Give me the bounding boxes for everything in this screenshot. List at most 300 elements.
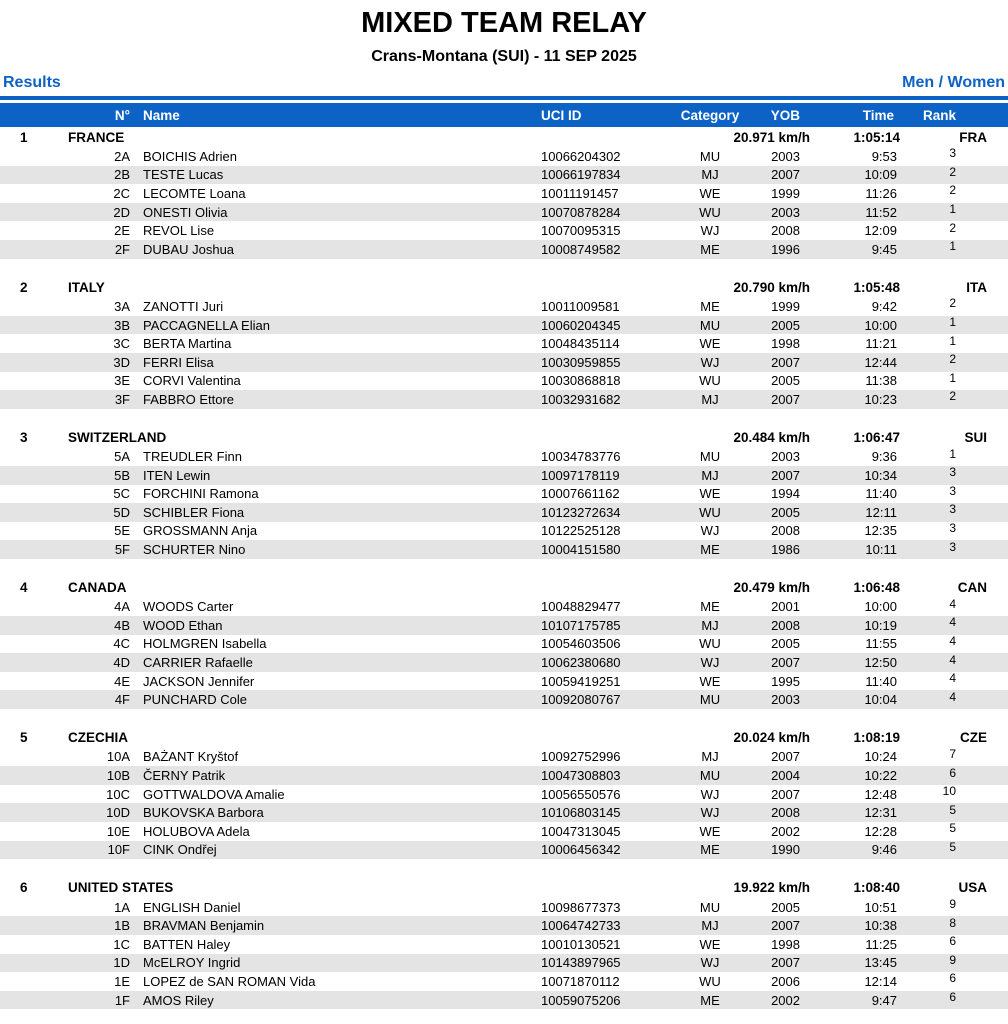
rider-uci-id: 10008749582 — [535, 240, 660, 259]
rider-leg-rank-value: 10 — [942, 784, 956, 799]
rider-uci-id: 10030868818 — [541, 373, 621, 389]
rider-yob: 2008 — [771, 523, 800, 539]
rider-category: ME — [660, 991, 760, 1010]
rider-bib-number: 4E — [114, 673, 130, 689]
rider-gutter-cell — [0, 597, 42, 616]
rider-gutter-cell — [0, 390, 42, 409]
rider-leg-rank-value: 1 — [949, 239, 956, 254]
rider-leg-time: 13:45 — [810, 954, 900, 973]
spacer-cell — [0, 409, 1008, 428]
rider-leg-time: 10:51 — [864, 899, 897, 915]
col-header-category: Category — [660, 103, 760, 127]
rider-category: ME — [700, 599, 720, 615]
rider-gutter-cell — [0, 916, 42, 935]
rider-category: WE — [699, 486, 721, 502]
rider-noc-cell — [960, 522, 1008, 541]
team-name: ITALY — [68, 279, 105, 295]
rider-category: ME — [660, 841, 760, 860]
rider-uci-id: 10056550576 — [541, 786, 621, 802]
rider-bib-number: 4D — [42, 653, 133, 672]
rider-category: WU — [699, 636, 721, 652]
rider-bib-number: 3F — [42, 390, 133, 409]
rider-yob: 1998 — [771, 336, 800, 352]
rider-leg-rank — [900, 748, 960, 767]
rider-leg-time: 11:40 — [865, 673, 897, 689]
rider-name: GOTTWALDOVA Amalie — [143, 786, 285, 802]
rider-gutter-cell — [0, 540, 42, 559]
link-bar — [0, 74, 1008, 92]
rider-name: PACCAGNELLA Elian — [133, 316, 535, 335]
team-avg-speed: 20.484 km/h — [733, 429, 810, 445]
rider-uci-id: 10097178119 — [535, 466, 660, 485]
rider-noc-cell — [960, 803, 1008, 822]
rider-uci-id: 10010130521 — [541, 936, 621, 952]
rider-leg-rank — [900, 297, 960, 316]
rider-gutter-cell — [0, 635, 42, 654]
rider-leg-rank-value: 2 — [949, 184, 956, 198]
rider-gutter-cell — [0, 184, 42, 203]
rider-uci-id: 10006456342 — [535, 841, 660, 860]
team-noc-code: ITA — [966, 279, 987, 295]
rider-leg-time: 12:28 — [864, 823, 897, 839]
spacer-cell — [0, 709, 1008, 728]
rider-noc-cell — [960, 221, 1008, 240]
rider-leg-rank-value: 1 — [949, 315, 956, 330]
team-noc-code: SUI — [964, 429, 987, 445]
rider-leg-time: 10:00 — [864, 599, 897, 615]
spacer-row — [0, 409, 1008, 428]
rider-gutter-cell — [0, 822, 42, 841]
rider-leg-time: 10:34 — [810, 466, 900, 485]
rider-yob: 2008 — [760, 616, 810, 635]
men-women-link[interactable]: Men / Women — [902, 74, 1005, 91]
rider-leg-rank-value: 2 — [949, 221, 956, 235]
rider-category: MU — [660, 766, 760, 785]
rider-yob: 1998 — [771, 936, 800, 952]
rider-leg-rank-value: 5 — [949, 822, 956, 836]
col-header-gutter — [0, 103, 42, 127]
rider-bib-number: 5D — [42, 503, 133, 522]
rider-gutter-cell — [0, 672, 42, 691]
spacer-cell — [0, 259, 1008, 278]
rider-bib-number: 1B — [42, 916, 133, 935]
rider-yob: 2003 — [760, 203, 810, 222]
rider-leg-rank-value: 7 — [949, 747, 956, 761]
rider-leg-rank — [900, 147, 960, 166]
rider-bib-number: 2C — [113, 185, 130, 201]
rider-uci-id: 10092752996 — [541, 749, 621, 765]
rider-category: WJ — [700, 223, 720, 239]
rider-leg-rank — [900, 522, 960, 541]
rider-uci-id: 10098677373 — [541, 899, 621, 915]
rider-bib-number: 1A — [114, 899, 130, 915]
rider-uci-id: 10011191457 — [541, 185, 619, 201]
rider-leg-time: 11:26 — [865, 185, 897, 201]
rider-uci-id: 10066197834 — [535, 166, 660, 185]
rider-row — [0, 221, 1008, 240]
rider-gutter-cell — [0, 972, 42, 991]
rider-row — [0, 447, 1008, 466]
rider-name: WOOD Ethan — [133, 616, 535, 635]
rider-leg-rank-value: 8 — [949, 916, 956, 930]
rider-noc-cell — [960, 447, 1008, 466]
rider-category: WE — [699, 936, 721, 952]
rider-category: MU — [660, 316, 760, 335]
spacer-row — [0, 559, 1008, 578]
rider-name: TREUDLER Finn — [143, 449, 242, 465]
rider-leg-rank-value: 4 — [949, 597, 956, 611]
rider-leg-rank-value: 3 — [949, 147, 956, 161]
rider-bib-number: 2E — [114, 223, 130, 239]
team-rank: 5 — [20, 730, 28, 746]
rider-leg-rank — [900, 935, 960, 954]
rider-gutter-cell — [0, 522, 42, 541]
rider-row — [0, 748, 1008, 767]
rider-gutter-cell — [0, 803, 42, 822]
rider-leg-rank-value: 6 — [949, 766, 956, 780]
rider-gutter-cell — [0, 991, 42, 1010]
rider-leg-time: 12:11 — [810, 503, 900, 522]
rider-leg-rank — [900, 240, 960, 259]
rider-row — [0, 297, 1008, 316]
col-header-time: Time — [810, 103, 900, 127]
rider-yob: 2005 — [771, 636, 800, 652]
team-noc-code: USA — [958, 880, 987, 896]
rider-name: ČERNY Patrik — [133, 766, 535, 785]
rider-uci-id: 10060204345 — [535, 316, 660, 335]
rider-noc-cell — [960, 841, 1008, 860]
rider-leg-time: 9:47 — [810, 991, 900, 1010]
results-link[interactable]: Results — [3, 74, 61, 91]
rider-bib-number: 2B — [42, 166, 133, 185]
rider-category: MU — [660, 690, 760, 709]
rider-category: WJ — [700, 786, 720, 802]
rider-row — [0, 540, 1008, 559]
rider-row — [0, 690, 1008, 709]
rider-row — [0, 353, 1008, 372]
rider-leg-rank — [900, 203, 960, 222]
rider-noc-cell — [960, 353, 1008, 372]
rider-yob: 2007 — [771, 786, 800, 802]
team-name: CANADA — [68, 579, 127, 595]
rider-uci-id: 10092080767 — [535, 690, 660, 709]
rider-row — [0, 147, 1008, 166]
rider-noc-cell — [960, 616, 1008, 635]
rider-uci-id: 10047308803 — [535, 766, 660, 785]
rider-category: WE — [699, 823, 721, 839]
rider-bib-number: 10E — [106, 823, 130, 839]
rider-uci-id: 10123272634 — [535, 503, 660, 522]
team-rank: 1 — [20, 129, 28, 145]
rider-yob: 1996 — [760, 240, 810, 259]
rider-yob: 2007 — [760, 653, 810, 672]
rider-yob: 1995 — [771, 673, 800, 689]
rider-category: MJ — [701, 749, 719, 765]
rider-noc-cell — [960, 748, 1008, 767]
rider-row — [0, 841, 1008, 860]
rider-uci-id: 10034783776 — [541, 449, 621, 465]
rider-yob: 1999 — [771, 185, 800, 201]
rider-category: WJ — [660, 954, 760, 973]
rider-leg-time: 10:24 — [864, 749, 897, 765]
rider-leg-rank-value: 5 — [949, 840, 956, 854]
rider-category: MJ — [660, 466, 760, 485]
rider-yob: 1990 — [760, 841, 810, 860]
rider-bib-number: 3D — [42, 353, 133, 372]
rider-leg-rank-value: 9 — [949, 897, 956, 912]
rider-leg-rank — [900, 221, 960, 240]
rider-name: CARRIER Rafaelle — [133, 653, 535, 672]
rider-leg-rank-value: 5 — [949, 803, 956, 817]
rider-noc-cell — [960, 390, 1008, 409]
rider-noc-cell — [960, 935, 1008, 954]
rider-bib-number: 1C — [113, 936, 130, 952]
rider-category: WU — [660, 503, 760, 522]
rider-gutter-cell — [0, 147, 42, 166]
rider-leg-time: 12:48 — [864, 786, 897, 802]
rider-row — [0, 334, 1008, 353]
rider-leg-rank-value: 4 — [949, 690, 956, 704]
rider-name: BOICHIS Adrien — [143, 148, 237, 164]
results-table-body — [0, 127, 1008, 1009]
rider-bib-number: 5B — [42, 466, 133, 485]
rider-category: MU — [699, 899, 721, 915]
team-rank: 2 — [20, 279, 28, 295]
rider-uci-id: 10071870112 — [541, 973, 620, 989]
rider-leg-rank — [900, 447, 960, 466]
rider-noc-cell — [960, 372, 1008, 391]
rider-noc-cell — [960, 672, 1008, 691]
rider-gutter-cell — [0, 353, 42, 372]
rider-leg-rank — [900, 166, 960, 185]
rider-leg-time: 11:40 — [865, 486, 897, 502]
rider-leg-rank — [900, 390, 960, 409]
spacer-cell — [0, 559, 1008, 578]
rider-leg-rank — [900, 466, 960, 485]
rider-noc-cell — [960, 653, 1008, 672]
rider-gutter-cell — [0, 166, 42, 185]
rider-name: HOLUBOVA Adela — [143, 823, 250, 839]
rider-yob: 1994 — [771, 486, 800, 502]
rider-gutter-cell — [0, 766, 42, 785]
rider-category: ME — [660, 240, 760, 259]
rider-category: WJ — [700, 523, 720, 539]
rider-row — [0, 635, 1008, 654]
team-header-row — [0, 878, 1008, 898]
rider-gutter-cell — [0, 748, 42, 767]
team-avg-speed: 19.922 km/h — [733, 880, 810, 896]
rider-leg-rank-value: 2 — [949, 390, 956, 404]
rider-category: MU — [699, 449, 721, 465]
rider-row — [0, 672, 1008, 691]
divider-rule — [0, 96, 1008, 100]
rider-yob: 1986 — [760, 540, 810, 559]
rider-category: WJ — [660, 803, 760, 822]
rider-name: JACKSON Jennifer — [143, 673, 255, 689]
rider-yob: 2007 — [760, 353, 810, 372]
rider-yob: 2007 — [760, 390, 810, 409]
rider-leg-time: 9:36 — [871, 449, 897, 465]
rider-bib-number: 5E — [114, 523, 130, 539]
col-header-uci-id: UCI ID — [535, 103, 660, 127]
rider-row — [0, 466, 1008, 485]
rider-category: MU — [699, 148, 721, 164]
spacer-row — [0, 259, 1008, 278]
rider-yob: 2008 — [760, 803, 810, 822]
rider-uci-id: 10062380680 — [535, 653, 660, 672]
team-avg-speed: 20.971 km/h — [733, 129, 810, 145]
rider-leg-rank — [900, 372, 960, 391]
rider-leg-rank — [900, 672, 960, 691]
rider-gutter-cell — [0, 785, 42, 804]
team-noc-code: CZE — [960, 730, 987, 746]
rider-leg-rank — [900, 898, 960, 917]
event-subtitle: Crans-Montana (SUI) - 11 SEP 2025 — [371, 48, 637, 65]
rider-category: ME — [660, 540, 760, 559]
team-total-time: 1:06:48 — [853, 579, 900, 595]
rider-leg-time: 11:55 — [865, 636, 897, 652]
rider-uci-id: 10047313045 — [541, 823, 621, 839]
rider-row — [0, 653, 1008, 672]
rider-leg-time: 12:31 — [810, 803, 900, 822]
team-noc-code: FRA — [959, 129, 987, 145]
rider-yob: 2007 — [771, 749, 800, 765]
rider-leg-time: 10:00 — [810, 316, 900, 335]
rider-name: CORVI Valentina — [143, 373, 241, 389]
rider-leg-rank — [900, 540, 960, 559]
rider-noc-cell — [960, 690, 1008, 709]
rider-gutter-cell — [0, 616, 42, 635]
rider-leg-time: 9:45 — [810, 240, 900, 259]
rider-name: FORCHINI Ramona — [143, 486, 259, 502]
rider-row — [0, 991, 1008, 1010]
rider-yob: 2005 — [760, 316, 810, 335]
rider-row — [0, 485, 1008, 504]
rider-category: ME — [700, 298, 720, 314]
rider-uci-id: 10059075206 — [535, 991, 660, 1010]
rider-row — [0, 503, 1008, 522]
rider-gutter-cell — [0, 240, 42, 259]
rider-leg-rank — [900, 503, 960, 522]
rider-leg-time: 10:38 — [810, 916, 900, 935]
rider-leg-rank — [900, 485, 960, 504]
rider-bib-number: 3C — [113, 336, 130, 352]
rider-leg-rank-value: 6 — [949, 934, 956, 949]
rider-category: WU — [699, 373, 721, 389]
rider-uci-id: 10048829477 — [541, 599, 621, 615]
rider-leg-rank — [900, 353, 960, 372]
rider-yob: 2005 — [771, 899, 800, 915]
rider-leg-rank — [900, 334, 960, 353]
rider-yob: 2007 — [760, 954, 810, 973]
rider-leg-time: 10:23 — [810, 390, 900, 409]
rider-yob: 2002 — [760, 991, 810, 1010]
team-rank: 6 — [20, 880, 28, 896]
rider-row — [0, 935, 1008, 954]
team-rank: 4 — [20, 579, 28, 595]
rider-leg-time: 10:04 — [810, 690, 900, 709]
rider-row — [0, 954, 1008, 973]
rider-leg-rank — [900, 597, 960, 616]
rider-category: WU — [699, 973, 721, 989]
rider-gutter-cell — [0, 334, 42, 353]
rider-noc-cell — [960, 334, 1008, 353]
rider-uci-id: 10070878284 — [535, 203, 660, 222]
rider-yob: 2004 — [760, 766, 810, 785]
team-header-row — [0, 427, 1008, 447]
rider-bib-number: 10F — [42, 841, 133, 860]
rider-category: WE — [699, 185, 721, 201]
team-total-time: 1:08:40 — [853, 880, 900, 896]
rider-bib-number: 1D — [42, 954, 133, 973]
rider-name: BUKOVSKA Barbora — [133, 803, 535, 822]
rider-noc-cell — [960, 972, 1008, 991]
rider-noc-cell — [960, 184, 1008, 203]
rider-leg-time: 11:21 — [865, 336, 897, 352]
rider-gutter-cell — [0, 466, 42, 485]
rider-leg-rank — [900, 635, 960, 654]
rider-gutter-cell — [0, 653, 42, 672]
rider-category: WJ — [660, 353, 760, 372]
rider-leg-time: 12:14 — [864, 973, 897, 989]
rider-leg-rank — [900, 916, 960, 935]
rider-row — [0, 316, 1008, 335]
rider-yob: 2005 — [771, 373, 800, 389]
team-header-row — [0, 127, 1008, 147]
rider-gutter-cell — [0, 316, 42, 335]
rider-uci-id: 10054603506 — [541, 636, 621, 652]
rider-gutter-cell — [0, 935, 42, 954]
rider-noc-cell — [960, 297, 1008, 316]
rider-gutter-cell — [0, 503, 42, 522]
rider-row — [0, 372, 1008, 391]
rider-leg-rank-value: 3 — [949, 503, 956, 517]
rider-name: FERRI Elisa — [133, 353, 535, 372]
team-noc-code: CAN — [957, 579, 987, 595]
rider-leg-rank — [900, 184, 960, 203]
rider-bib-number: 10B — [42, 766, 133, 785]
team-name: CZECHIA — [68, 730, 128, 746]
rider-name: LOPEZ de SAN ROMAN Vida — [143, 973, 316, 989]
rider-noc-cell — [960, 991, 1008, 1010]
rider-noc-cell — [960, 166, 1008, 185]
rider-row — [0, 898, 1008, 917]
rider-noc-cell — [960, 503, 1008, 522]
rider-bib-number: 10A — [106, 749, 130, 765]
rider-name: ZANOTTI Juri — [143, 298, 224, 314]
rider-leg-rank — [900, 803, 960, 822]
rider-uci-id: 10030959855 — [535, 353, 660, 372]
rider-noc-cell — [960, 916, 1008, 935]
rider-leg-rank-value: 3 — [949, 484, 956, 498]
rider-leg-rank-value: 4 — [949, 616, 956, 630]
rider-leg-rank — [900, 653, 960, 672]
rider-noc-cell — [960, 485, 1008, 504]
rider-name: WOODS Carter — [143, 599, 234, 615]
rider-name: HOLMGREN Isabella — [143, 636, 267, 652]
rider-name: CINK Ondřej — [133, 841, 535, 860]
rider-noc-cell — [960, 954, 1008, 973]
rider-bib-number: 5C — [113, 486, 130, 502]
rider-leg-rank — [900, 991, 960, 1010]
rider-leg-rank-value: 1 — [949, 334, 956, 348]
rider-row — [0, 972, 1008, 991]
rider-yob: 2001 — [771, 599, 800, 615]
rider-category: WE — [699, 673, 721, 689]
rider-yob: 2007 — [760, 916, 810, 935]
rider-bib-number: 10C — [106, 786, 130, 802]
rider-leg-rank-value: 4 — [949, 671, 956, 686]
